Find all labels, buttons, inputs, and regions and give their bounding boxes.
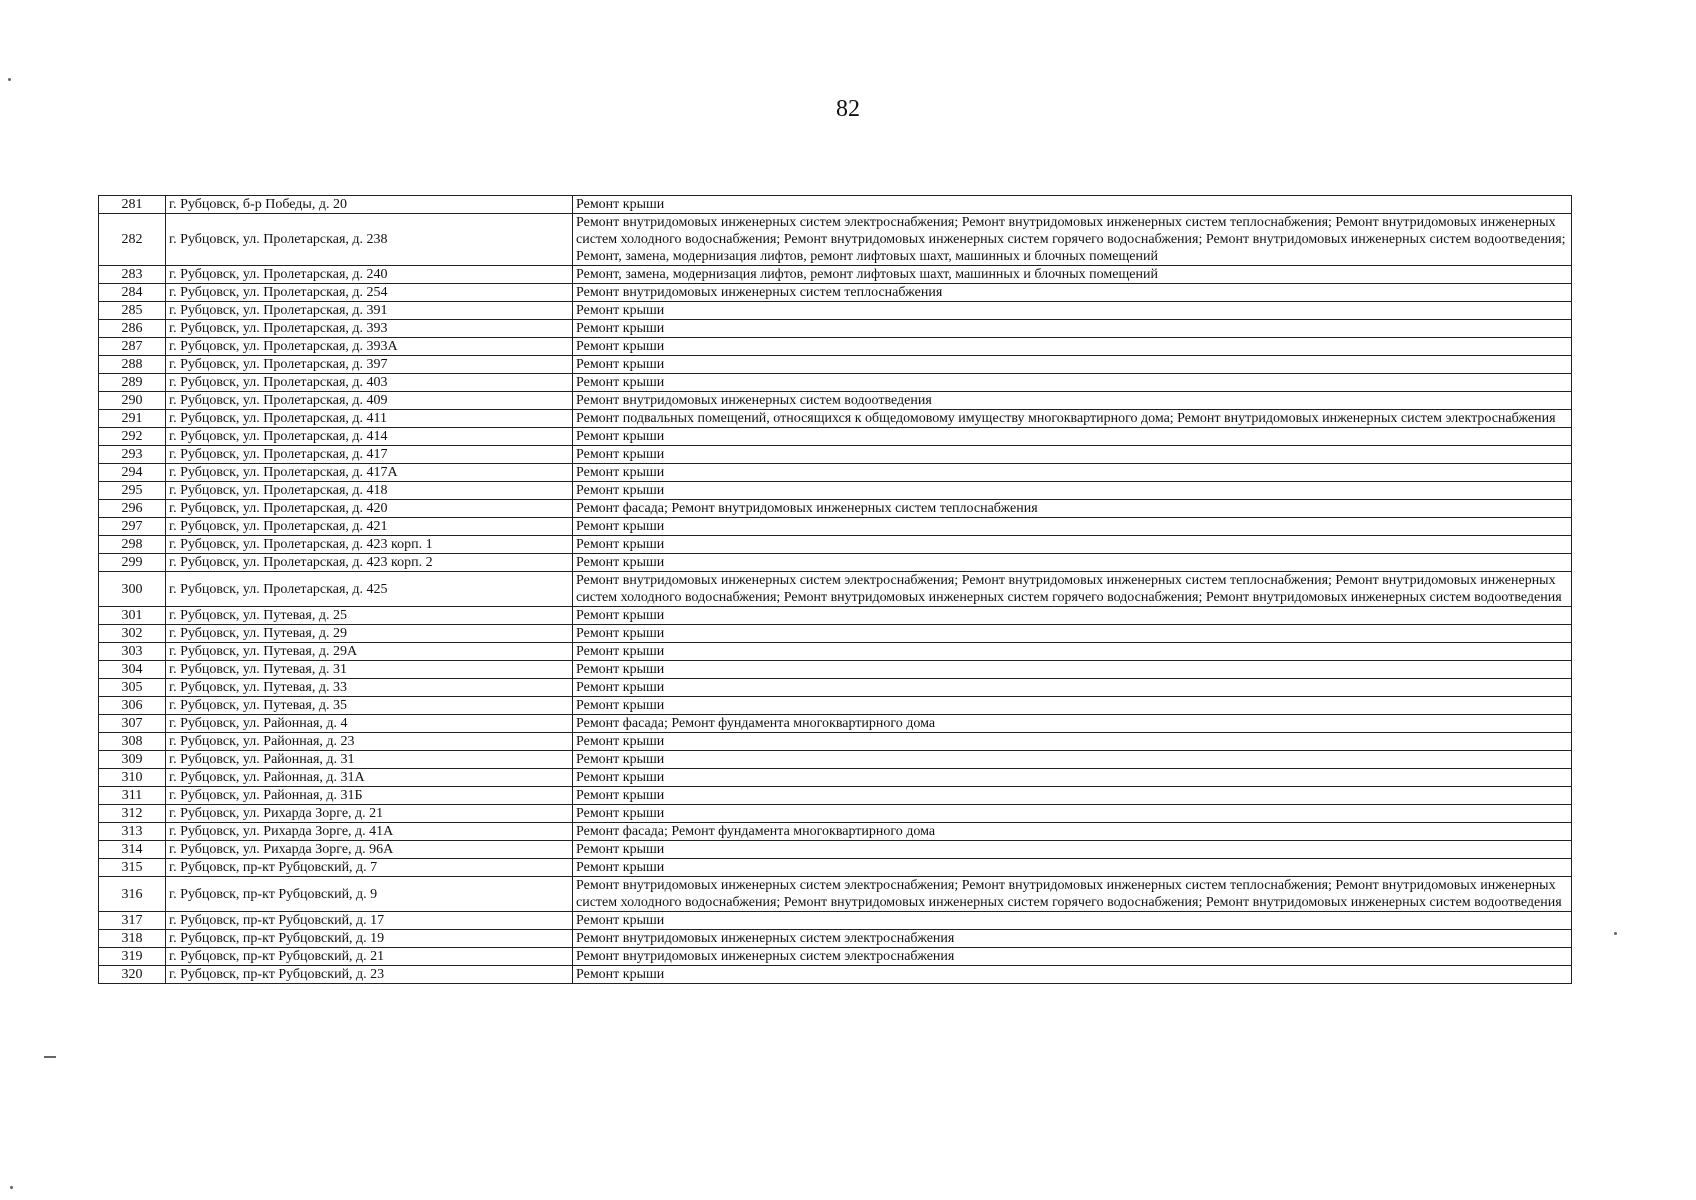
row-number-cell: 297 [99, 518, 166, 536]
work-type-cell: Ремонт внутридомовых инженерных систем электроснабжения; Ремонт внутридомовых инженерных систем теплоснабжения; Ремонт внутридомовых инженерных систем холодного водоснабжения; Ремонт внутридомовых инженерных систем горячего водоснабжения; Ремонт внутридомовых инженерных систем водоотведения; Ремонт, замена, модернизация лифтов, ремонт лифтовых шахт, машинных и блочных помещений [573, 214, 1572, 266]
scan-speck [8, 78, 11, 81]
work-type-cell: Ремонт фасада; Ремонт внутридомовых инженерных систем теплоснабжения [573, 500, 1572, 518]
address-cell: г. Рубцовск, б-р Победы, д. 20 [166, 196, 573, 214]
row-number-cell: 309 [99, 751, 166, 769]
work-type-cell: Ремонт фасада; Ремонт фундамента многоквартирного дома [573, 715, 1572, 733]
table-row [99, 787, 1572, 805]
scan-speck [10, 1186, 13, 1189]
row-number-cell: 302 [99, 625, 166, 643]
address-cell: г. Рубцовск, ул. Путевая, д. 35 [166, 697, 573, 715]
table-row [99, 428, 1572, 446]
address-cell: г. Рубцовск, ул. Пролетарская, д. 393 [166, 320, 573, 338]
row-number-cell: 294 [99, 464, 166, 482]
row-number-cell: 314 [99, 841, 166, 859]
table-row [99, 214, 1572, 266]
row-number-cell: 290 [99, 392, 166, 410]
row-number-cell: 319 [99, 948, 166, 966]
address-cell: г. Рубцовск, ул. Пролетарская, д. 417 [166, 446, 573, 464]
work-type-cell: Ремонт крыши [573, 679, 1572, 697]
address-cell: г. Рубцовск, ул. Путевая, д. 33 [166, 679, 573, 697]
row-number-cell: 295 [99, 482, 166, 500]
address-cell: г. Рубцовск, ул. Пролетарская, д. 240 [166, 266, 573, 284]
work-type-cell: Ремонт крыши [573, 446, 1572, 464]
address-cell: г. Рубцовск, ул. Районная, д. 23 [166, 733, 573, 751]
work-type-cell: Ремонт крыши [573, 751, 1572, 769]
work-type-cell: Ремонт крыши [573, 196, 1572, 214]
table-row [99, 877, 1572, 912]
address-cell: г. Рубцовск, ул. Пролетарская, д. 391 [166, 302, 573, 320]
work-type-cell: Ремонт крыши [573, 536, 1572, 554]
work-type-cell: Ремонт крыши [573, 607, 1572, 625]
row-number-cell: 291 [99, 410, 166, 428]
row-number-cell: 305 [99, 679, 166, 697]
row-number-cell: 320 [99, 966, 166, 984]
table-row [99, 912, 1572, 930]
registry-table-container [98, 195, 1572, 984]
address-cell: г. Рубцовск, ул. Пролетарская, д. 418 [166, 482, 573, 500]
row-number-cell: 293 [99, 446, 166, 464]
table-row [99, 607, 1572, 625]
work-type-cell: Ремонт подвальных помещений, относящихся к общедомовому имуществу многоквартирного дома; Ремонт внутридомовых инженерных систем электроснабжения [573, 410, 1572, 428]
address-cell: г. Рубцовск, ул. Районная, д. 31Б [166, 787, 573, 805]
table-row [99, 841, 1572, 859]
table-row [99, 356, 1572, 374]
work-type-cell: Ремонт крыши [573, 841, 1572, 859]
address-cell: г. Рубцовск, ул. Районная, д. 31А [166, 769, 573, 787]
row-number-cell: 311 [99, 787, 166, 805]
table-row [99, 625, 1572, 643]
work-type-cell: Ремонт внутридомовых инженерных систем электроснабжения [573, 948, 1572, 966]
work-type-cell: Ремонт крыши [573, 428, 1572, 446]
work-type-cell: Ремонт крыши [573, 805, 1572, 823]
address-cell: г. Рубцовск, ул. Пролетарская, д. 421 [166, 518, 573, 536]
work-type-cell: Ремонт крыши [573, 374, 1572, 392]
address-cell: г. Рубцовск, ул. Районная, д. 31 [166, 751, 573, 769]
row-number-cell: 317 [99, 912, 166, 930]
row-number-cell: 307 [99, 715, 166, 733]
table-row [99, 697, 1572, 715]
address-cell: г. Рубцовск, ул. Пролетарская, д. 411 [166, 410, 573, 428]
row-number-cell: 289 [99, 374, 166, 392]
address-cell: г. Рубцовск, ул. Путевая, д. 25 [166, 607, 573, 625]
table-row [99, 482, 1572, 500]
row-number-cell: 299 [99, 554, 166, 572]
registry-table [98, 195, 1572, 984]
table-row [99, 302, 1572, 320]
work-type-cell: Ремонт крыши [573, 697, 1572, 715]
table-row [99, 769, 1572, 787]
table-row [99, 859, 1572, 877]
row-number-cell: 281 [99, 196, 166, 214]
work-type-cell: Ремонт крыши [573, 482, 1572, 500]
address-cell: г. Рубцовск, пр-кт Рубцовский, д. 19 [166, 930, 573, 948]
table-row [99, 338, 1572, 356]
table-row [99, 196, 1572, 214]
row-number-cell: 300 [99, 572, 166, 607]
address-cell: г. Рубцовск, пр-кт Рубцовский, д. 23 [166, 966, 573, 984]
row-number-cell: 287 [99, 338, 166, 356]
address-cell: г. Рубцовск, пр-кт Рубцовский, д. 7 [166, 859, 573, 877]
address-cell: г. Рубцовск, пр-кт Рубцовский, д. 21 [166, 948, 573, 966]
work-type-cell: Ремонт крыши [573, 661, 1572, 679]
table-row [99, 410, 1572, 428]
row-number-cell: 301 [99, 607, 166, 625]
row-number-cell: 312 [99, 805, 166, 823]
work-type-cell: Ремонт крыши [573, 464, 1572, 482]
table-row [99, 751, 1572, 769]
work-type-cell: Ремонт крыши [573, 912, 1572, 930]
table-row [99, 661, 1572, 679]
address-cell: г. Рубцовск, ул. Пролетарская, д. 417А [166, 464, 573, 482]
table-row [99, 805, 1572, 823]
address-cell: г. Рубцовск, ул. Пролетарская, д. 423 корп. 1 [166, 536, 573, 554]
scan-speck [1614, 932, 1617, 935]
table-row [99, 446, 1572, 464]
address-cell: г. Рубцовск, пр-кт Рубцовский, д. 17 [166, 912, 573, 930]
row-number-cell: 310 [99, 769, 166, 787]
work-type-cell: Ремонт крыши [573, 302, 1572, 320]
table-row [99, 554, 1572, 572]
work-type-cell: Ремонт крыши [573, 643, 1572, 661]
row-number-cell: 308 [99, 733, 166, 751]
work-type-cell: Ремонт крыши [573, 859, 1572, 877]
row-number-cell: 288 [99, 356, 166, 374]
address-cell: г. Рубцовск, ул. Рихарда Зорге, д. 21 [166, 805, 573, 823]
work-type-cell: Ремонт крыши [573, 356, 1572, 374]
work-type-cell: Ремонт крыши [573, 554, 1572, 572]
work-type-cell: Ремонт крыши [573, 966, 1572, 984]
row-number-cell: 313 [99, 823, 166, 841]
table-row [99, 572, 1572, 607]
row-number-cell: 298 [99, 536, 166, 554]
row-number-cell: 316 [99, 877, 166, 912]
address-cell: г. Рубцовск, ул. Путевая, д. 29А [166, 643, 573, 661]
table-row [99, 536, 1572, 554]
work-type-cell: Ремонт крыши [573, 625, 1572, 643]
row-number-cell: 282 [99, 214, 166, 266]
table-row [99, 733, 1572, 751]
address-cell: г. Рубцовск, ул. Пролетарская, д. 393А [166, 338, 573, 356]
address-cell: г. Рубцовск, ул. Пролетарская, д. 414 [166, 428, 573, 446]
work-type-cell: Ремонт внутридомовых инженерных систем теплоснабжения [573, 284, 1572, 302]
work-type-cell: Ремонт внутридомовых инженерных систем электроснабжения [573, 930, 1572, 948]
table-row [99, 266, 1572, 284]
work-type-cell: Ремонт внутридомовых инженерных систем электроснабжения; Ремонт внутридомовых инженерных систем теплоснабжения; Ремонт внутридомовых инженерных систем холодного водоснабжения; Ремонт внутридомовых инженерных систем горячего водоснабжения; Ремонт внутридомовых инженерных систем водоотведения [573, 877, 1572, 912]
row-number-cell: 292 [99, 428, 166, 446]
work-type-cell: Ремонт крыши [573, 338, 1572, 356]
row-number-cell: 315 [99, 859, 166, 877]
table-row [99, 930, 1572, 948]
address-cell: г. Рубцовск, ул. Пролетарская, д. 420 [166, 500, 573, 518]
table-row [99, 374, 1572, 392]
row-number-cell: 286 [99, 320, 166, 338]
address-cell: г. Рубцовск, ул. Пролетарская, д. 409 [166, 392, 573, 410]
row-number-cell: 303 [99, 643, 166, 661]
address-cell: г. Рубцовск, ул. Рихарда Зорге, д. 96А [166, 841, 573, 859]
address-cell: г. Рубцовск, ул. Путевая, д. 31 [166, 661, 573, 679]
table-row [99, 500, 1572, 518]
work-type-cell: Ремонт крыши [573, 769, 1572, 787]
table-row [99, 518, 1572, 536]
table-row [99, 948, 1572, 966]
table-row [99, 643, 1572, 661]
table-row [99, 464, 1572, 482]
address-cell: г. Рубцовск, ул. Пролетарская, д. 238 [166, 214, 573, 266]
page-number: 82 [836, 96, 860, 122]
address-cell: г. Рубцовск, ул. Путевая, д. 29 [166, 625, 573, 643]
row-number-cell: 306 [99, 697, 166, 715]
address-cell: г. Рубцовск, ул. Пролетарская, д. 397 [166, 356, 573, 374]
work-type-cell: Ремонт крыши [573, 518, 1572, 536]
table-row [99, 284, 1572, 302]
address-cell: г. Рубцовск, пр-кт Рубцовский, д. 9 [166, 877, 573, 912]
work-type-cell: Ремонт крыши [573, 733, 1572, 751]
work-type-cell: Ремонт фасада; Ремонт фундамента многоквартирного дома [573, 823, 1572, 841]
address-cell: г. Рубцовск, ул. Пролетарская, д. 425 [166, 572, 573, 607]
address-cell: г. Рубцовск, ул. Пролетарская, д. 254 [166, 284, 573, 302]
table-row [99, 320, 1572, 338]
address-cell: г. Рубцовск, ул. Районная, д. 4 [166, 715, 573, 733]
address-cell: г. Рубцовск, ул. Пролетарская, д. 403 [166, 374, 573, 392]
row-number-cell: 285 [99, 302, 166, 320]
row-number-cell: 284 [99, 284, 166, 302]
row-number-cell: 296 [99, 500, 166, 518]
registry-table-body [99, 196, 1572, 984]
table-row [99, 966, 1572, 984]
address-cell: г. Рубцовск, ул. Пролетарская, д. 423 корп. 2 [166, 554, 573, 572]
work-type-cell: Ремонт, замена, модернизация лифтов, ремонт лифтовых шахт, машинных и блочных помещений [573, 266, 1572, 284]
row-number-cell: 304 [99, 661, 166, 679]
row-number-cell: 283 [99, 266, 166, 284]
work-type-cell: Ремонт внутридомовых инженерных систем электроснабжения; Ремонт внутридомовых инженерных систем теплоснабжения; Ремонт внутридомовых инженерных систем холодного водоснабжения; Ремонт внутридомовых инженерных систем горячего водоснабжения; Ремонт внутридомовых инженерных систем водоотведения [573, 572, 1572, 607]
work-type-cell: Ремонт внутридомовых инженерных систем водоотведения [573, 392, 1572, 410]
work-type-cell: Ремонт крыши [573, 787, 1572, 805]
table-row [99, 679, 1572, 697]
work-type-cell: Ремонт крыши [573, 320, 1572, 338]
table-row [99, 392, 1572, 410]
table-row [99, 823, 1572, 841]
table-row [99, 715, 1572, 733]
address-cell: г. Рубцовск, ул. Рихарда Зорге, д. 41А [166, 823, 573, 841]
row-number-cell: 318 [99, 930, 166, 948]
scan-speck [44, 1056, 56, 1058]
